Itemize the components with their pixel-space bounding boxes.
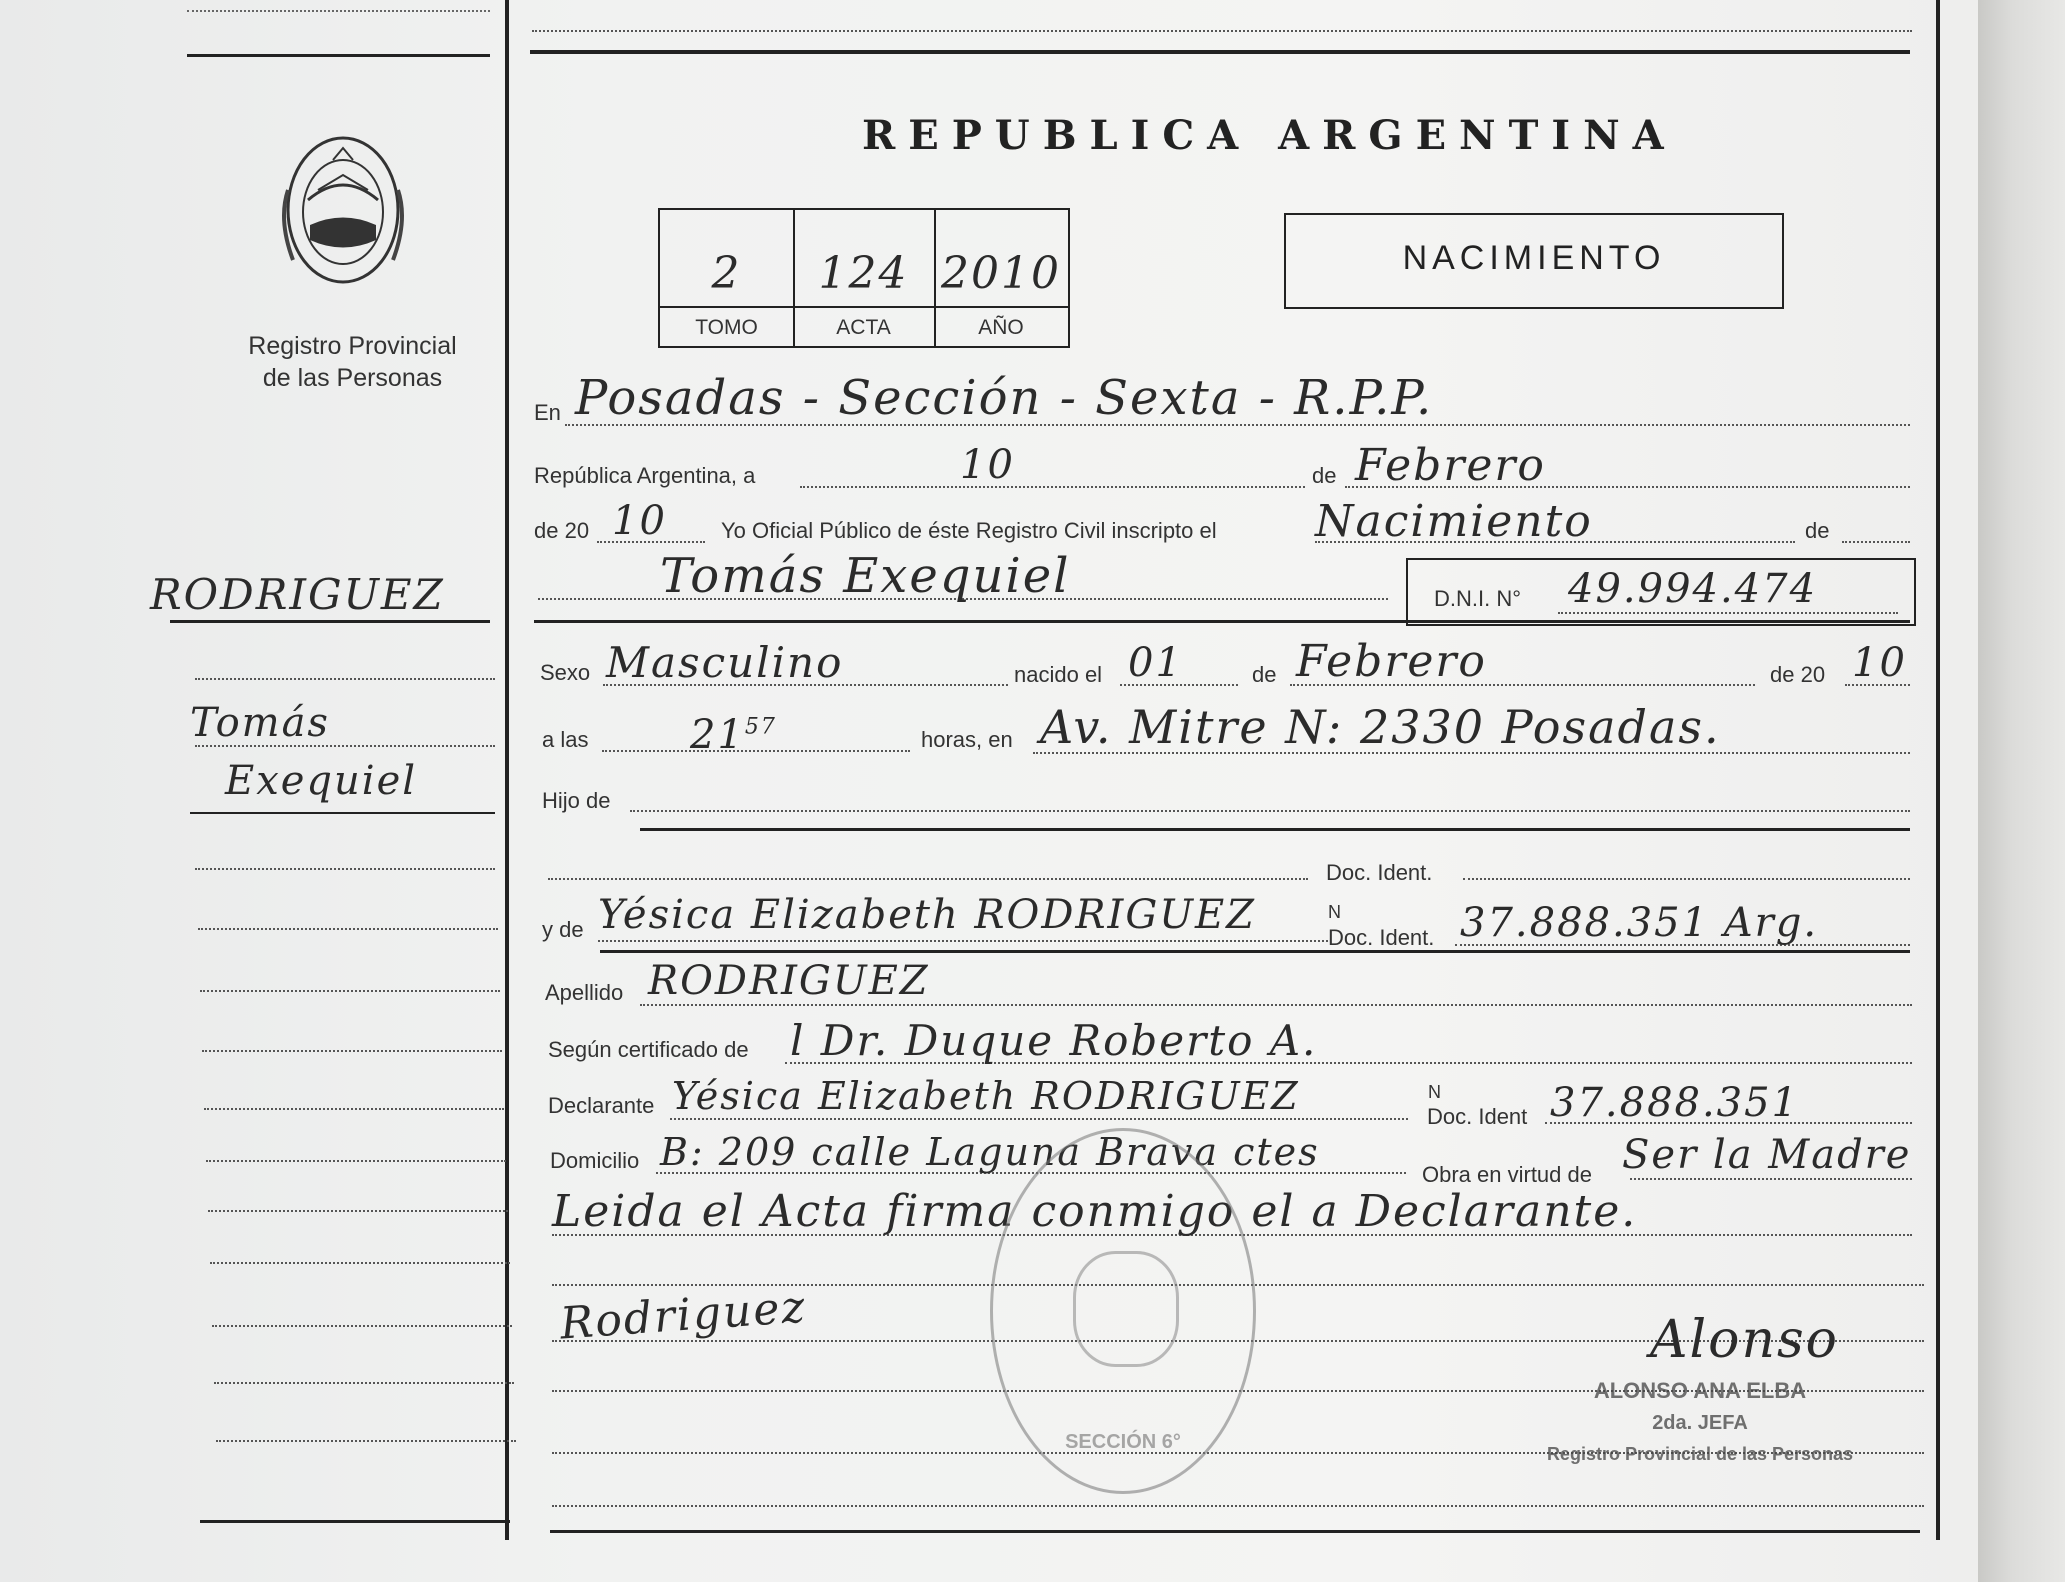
dni-value: 49.994.474: [1568, 566, 1818, 612]
doc-ident-label-3: Doc. Ident: [1427, 1104, 1528, 1129]
obra-value: Ser la Madre: [1622, 1132, 1912, 1178]
apellido-label: Apellido: [545, 980, 624, 1005]
father-name-dots: [548, 878, 1308, 880]
margin-dots-10: [210, 1262, 510, 1264]
margin-given-2: Exequiel: [225, 758, 418, 804]
doc-ident-label-2: Doc. Ident.: [1328, 925, 1435, 950]
margin-dots-2: [195, 745, 495, 747]
registry-name: Registro Provincial: [248, 332, 457, 360]
official-name: ALONSO ANA ELBA: [1593, 1378, 1807, 1403]
republica-label: República Argentina, a: [534, 463, 756, 488]
de-label-3: de: [1252, 662, 1277, 687]
anio-label: AÑO: [978, 316, 1024, 339]
official-role: 2da. JEFA: [1652, 1412, 1748, 1434]
top-rule: [530, 50, 1910, 54]
margin-dots-7: [204, 1108, 504, 1110]
column-divider: [505, 0, 509, 1540]
de20-label-2: de 20: [1770, 662, 1826, 687]
domicilio-value: B: 209 calle Laguna Brava ctes: [660, 1130, 1320, 1174]
acta-label: ACTA: [836, 316, 891, 339]
dni-box: [1406, 558, 1916, 626]
en-label: En: [534, 400, 561, 425]
blank-dots-5: [552, 1505, 1924, 1507]
declarante-signature: Rodriguez: [558, 1281, 809, 1350]
name-value: Tomás Exequiel: [660, 548, 1071, 604]
obra-label: Obra en virtud de: [1422, 1162, 1592, 1187]
madre-value: Yésica Elizabeth RODRIGUEZ: [598, 892, 1256, 938]
de-label: de: [1312, 463, 1337, 488]
official-office: Registro Provincial de las Personas: [1546, 1444, 1854, 1464]
page-edge: [1978, 0, 2065, 1582]
acta-value: 124: [818, 248, 909, 299]
inscripto-value: Nacimiento: [1315, 496, 1593, 547]
margin-dots-3: [195, 868, 495, 870]
day-value: 10: [960, 442, 1015, 488]
madre-doc-value: 37.888.351 Arg.: [1460, 900, 1819, 946]
declarante-label: Declarante: [548, 1093, 655, 1118]
sexo-label: Sexo: [540, 660, 591, 685]
dni-label: D.N.I. N°: [1434, 586, 1522, 611]
nacido-year: 10: [1852, 640, 1907, 686]
madre-dots: [598, 940, 1328, 942]
anio-value: 2010: [941, 248, 1061, 299]
de-dots-2: [1842, 541, 1910, 543]
father-doc-dots: [1463, 878, 1910, 880]
margin-dots-11: [212, 1325, 512, 1327]
margin-rule-2: [190, 812, 495, 814]
en-value: Posadas - Sección - Sexta - R.P.P.: [575, 370, 1434, 426]
day-dots: [800, 486, 1305, 488]
nacido-label: nacido el: [1014, 662, 1103, 687]
segun-label: Según certificado de: [548, 1037, 749, 1062]
margin-given-1: Tomás: [190, 700, 330, 746]
tomo-value: 2: [711, 248, 742, 299]
doc-n-label: N: [1328, 902, 1341, 922]
hijo-rule: [640, 828, 1910, 831]
margin-rule-1: [170, 620, 490, 623]
margin-surname: RODRIGUEZ: [150, 570, 445, 619]
oficial-label: Yo Oficial Público de éste Registro Civil inscripto el: [721, 518, 1217, 543]
domicilio-label: Domicilio: [550, 1148, 640, 1173]
dni-dots: [1558, 612, 1898, 614]
apellido-dots: [640, 1004, 1912, 1006]
official-seal-stamp: [990, 1128, 1256, 1494]
declarante-doc-value: 37.888.351: [1550, 1080, 1800, 1126]
record-type-box: [1284, 213, 1784, 309]
name-section-rule: [534, 620, 1910, 623]
apellido-value: RODRIGUEZ: [648, 958, 930, 1004]
de-label-2: de: [1805, 518, 1830, 543]
nacido-day: 01: [1128, 640, 1183, 686]
misiones-coat-of-arms-icon: [268, 130, 418, 300]
doc-n-label-2: N: [1428, 1082, 1441, 1102]
hora-value: [690, 712, 777, 758]
declarante-dots: [670, 1118, 1408, 1120]
hijo-label: Hijo de: [542, 788, 611, 813]
doc-ident-label: Doc. Ident.: [1326, 860, 1433, 885]
label-row-rule: [660, 306, 1068, 308]
top-dots: [532, 30, 1912, 32]
margin-bottom-rule: [200, 1520, 510, 1523]
sexo-value: Masculino: [606, 638, 844, 687]
stamp-text: SECCIÓN 6°: [1065, 1431, 1181, 1453]
leida-value: Leida el Acta firma conmigo el a Declarante.: [552, 1186, 1638, 1237]
madre-rule: [600, 950, 1910, 953]
left-top-rule: [187, 54, 490, 57]
de20-label: de 20: [534, 518, 590, 543]
year-value: 10: [612, 498, 667, 544]
bottom-rule: [550, 1530, 1920, 1533]
obra-dots: [1630, 1178, 1912, 1180]
seal-emblem-icon: [1073, 1251, 1179, 1367]
hora-number: 21: [690, 712, 745, 758]
hora-superscript: 57: [744, 714, 777, 740]
margin-dots-1: [195, 678, 495, 680]
official-signature: Alonso: [1650, 1310, 1839, 1370]
margin-dots-8: [206, 1160, 506, 1162]
horas-label: horas, en: [921, 727, 1013, 752]
margin-dots-5: [200, 990, 500, 992]
yde-label: y de: [542, 917, 584, 942]
margin-dots-6: [202, 1050, 502, 1052]
left-top-dots: [187, 10, 490, 12]
lugar-value: Av. Mitre N: 2330 Posadas.: [1040, 700, 1721, 754]
margin-dots-4: [198, 928, 498, 930]
declarante-value: Yésica Elizabeth RODRIGUEZ: [672, 1074, 1300, 1118]
country-title: REPUBLICA ARGENTINA: [862, 112, 1677, 159]
segun-value: l Dr. Duque Roberto A.: [790, 1016, 1318, 1065]
tomo-acta-anio-box: [658, 208, 1070, 348]
tomo-label: TOMO: [695, 316, 758, 339]
margin-dots-12: [214, 1382, 514, 1384]
margin-dots-13: [216, 1440, 516, 1442]
alas-label: a las: [542, 727, 589, 752]
right-frame-border: [1936, 0, 1940, 1540]
record-type: NACIMIENTO: [1402, 239, 1666, 277]
hijo-dots: [630, 810, 1910, 812]
month-value: Febrero: [1355, 440, 1546, 491]
registry-name-line-2: de las Personas: [262, 364, 443, 392]
nacido-month: Febrero: [1296, 636, 1487, 687]
margin-dots-9: [208, 1210, 508, 1212]
